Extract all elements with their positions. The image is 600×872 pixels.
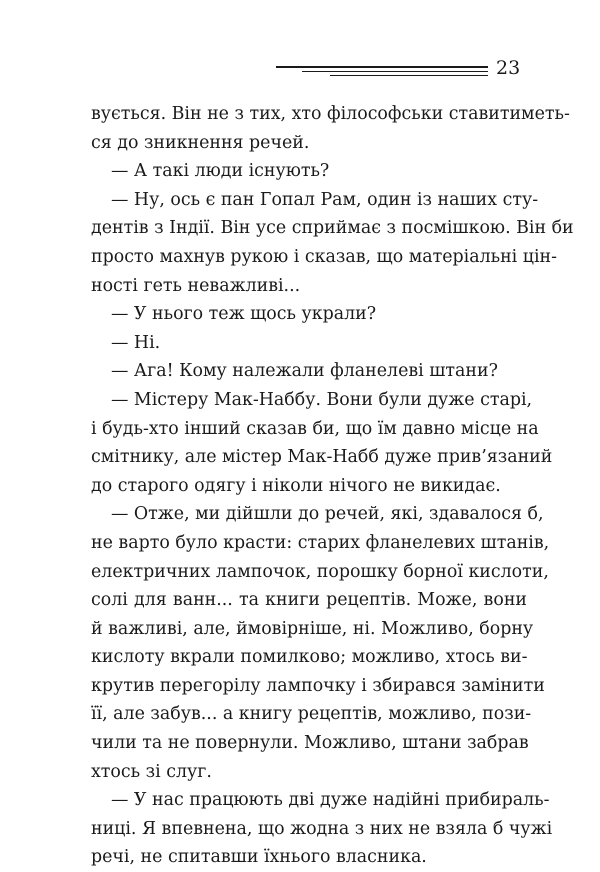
text-line: хтось зі слуг. bbox=[91, 761, 212, 782]
page-number: 23 bbox=[496, 57, 521, 79]
body-text bbox=[91, 100, 574, 872]
text-line: дентів з Індії. Він усе сприймає з посмішкою. Він би bbox=[91, 218, 574, 239]
text-line: не варто було красти: старих фланелевих штанів, bbox=[91, 532, 550, 553]
text-line: — Ну, ось є пан Гопал Рам, один із наших сту- bbox=[111, 189, 539, 210]
text-line: просто махнув рукою і сказав, що матеріальні цін- bbox=[91, 246, 557, 267]
text-line: ниці. Я впевнена, що жодна з них не взяла б чужі bbox=[91, 818, 553, 839]
text-line: — Ні. bbox=[111, 332, 161, 353]
text-line: — А такі люди існують? bbox=[111, 161, 330, 182]
header-rule-thin bbox=[330, 75, 488, 76]
text-line: смітнику, але містер Мак-Набб дуже прив’язаний bbox=[91, 447, 553, 468]
text-line: — Ага! Кому належали фланелеві штани? bbox=[111, 361, 498, 382]
text-line: й важливі, але, ймовірніше, ні. Можливо, борну bbox=[91, 618, 534, 639]
text-line: електричних лампочок, порошку борної кислоти, bbox=[91, 561, 549, 582]
text-line: крутив перегорілу лампочку і збирався замінити bbox=[91, 675, 545, 696]
text-line: ності геть неважливі... bbox=[91, 275, 301, 296]
text-line: — Містеру Мак-Наббу. Вони були дуже старі, bbox=[111, 389, 533, 410]
text-line: солі для ванн... та книги рецептів. Може, вони bbox=[91, 590, 527, 611]
text-line: кислоту вкрали помилково; можливо, хтось ви- bbox=[91, 647, 528, 668]
text-line: вується. Він не з тих, хто філософськи ставитиметь- bbox=[91, 104, 570, 124]
text-line: чили та не повернули. Можливо, штани забрав bbox=[91, 733, 529, 754]
text-line: — Отже, ми дійшли до речей, які, здавалося б, bbox=[111, 504, 544, 525]
text-line: — У нас працюють дві дуже надійні прибираль- bbox=[111, 790, 550, 811]
header-rule-thick bbox=[276, 66, 488, 68]
header-rule-middle bbox=[302, 71, 488, 72]
text-line: до старого одягу і ніколи нічого не викидає. bbox=[91, 475, 501, 496]
text-line: і будь-хто інший сказав би, що їм давно місце на bbox=[91, 418, 539, 439]
text-line: її, але забув... а книгу рецептів, можливо, пози- bbox=[91, 704, 532, 725]
text-line: речі, не спитавши їхнього власника. bbox=[91, 847, 427, 868]
text-line: — У нього теж щось украли? bbox=[111, 304, 377, 325]
text-line: ся до зникнення речей. bbox=[91, 132, 310, 153]
